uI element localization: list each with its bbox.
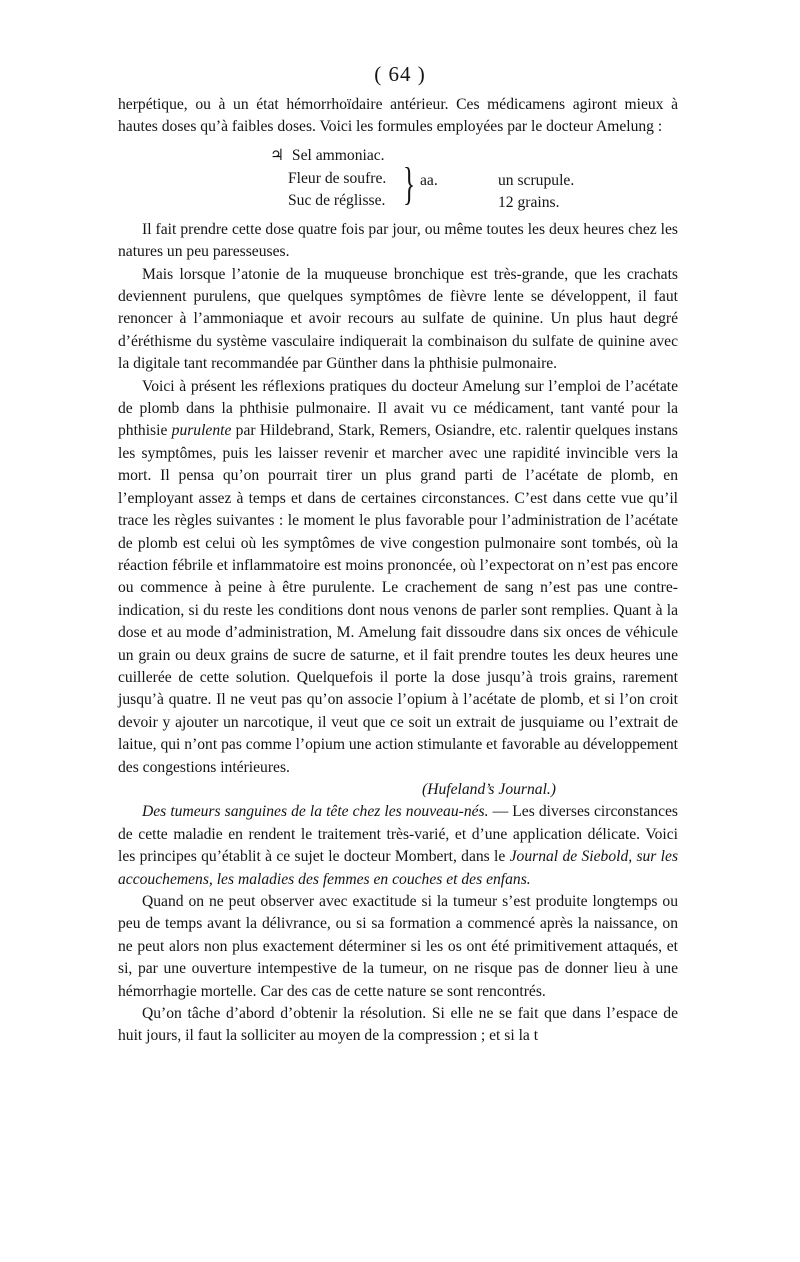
paragraph-resolution: Qu’on tâche d’abord d’obtenir la résolution. Si elle ne se fait que dans l’espace de huit jours, il faut la solliciter au moyen de la compression ; et si la t <box>118 1005 678 1045</box>
source-citation: (Hufeland’s Journal.) <box>422 780 556 798</box>
brace-symbol: } <box>403 157 416 209</box>
prescription-formula <box>118 141 678 213</box>
formula-quantity-2: 12 grains. <box>498 193 560 211</box>
paragraph-observation: Quand on ne peut observer avec exactitude si la tumeur s’est produite longtemps ou peu de temps avant la délivrance, ou si sa formation a commencé après la naissance, on ne peut alors non plus exactement déterminer si les os ont été primitivement attaqués, et si, par une ouverture intempestive de la tumeur, on ne risque pas de donner lieu à une hémorrhagie mortelle. Car des cas de cette nature se sont rencontrés. <box>118 893 678 1000</box>
recipe-symbol: ♃ <box>270 146 284 164</box>
paragraph-dosage: Il fait prendre cette dose quatre fois par jour, ou même toutes les deux heures chez les natures un peu paresseuses. <box>118 220 678 261</box>
formula-quantity-1: un scrupule. <box>498 171 575 189</box>
tumeurs-text: — Les diverses circonstances de cette maladie en rendent le traitement très-varié, et d’une application délicate. Voici les principes qu’établit à ce sujet le docteur Mombert, dans le <box>118 803 678 866</box>
paragraph-intro: herpétique, ou à un état hémorrhoïdaire antérieur. Ces médicamens agiront mieux à hautes doses qu’à faibles doses. Voici les formules employées par le docteur Amelung : <box>118 96 678 136</box>
formula-ingredient-3: Suc de réglisse. <box>288 191 386 209</box>
journal-title: Journal de Siebold, sur les accouchemens, les maladies des femmes en couches et des enfans. <box>118 848 679 888</box>
acetate-text-start: Voici à présent les réflexions pratiques du docteur Amelung sur l’emploi de l’acétate de plomb dans la phthisie pulmonaire. Il avait vu ce médicament, tant vanté pour la phthisie <box>118 377 678 440</box>
acetate-italic-term: purulente <box>171 422 232 440</box>
formula-aa: aa. <box>420 171 438 189</box>
paragraph-acetate <box>118 376 678 779</box>
page-body <box>118 94 678 1048</box>
formula-line-1 <box>270 145 385 167</box>
page-number: ( 64 ) <box>374 62 426 86</box>
acetate-text-end: par Hildebrand, Stark, Remers, Osiandre, etc. ralentir quelques instans les symptômes, puis les laisser revenir et marcher avec une rapidité invincible vers la mort. Il pensa qu’on pourrait tirer un plus grand parti de l’acétate de plomb, en l’employant assez à temps et dans de certaines circonstances. C’est dans cette vue qu’il trace les règles suivantes : le moment le plus favorable pour l’administration de l’acétate de plomb est celui où les symptômes de vive congestion pulmonaire sont tombés, où la réaction fébrile et inflammatoire est moins prononcée, où l’expectorat on n’est pas encore ou commence à peine à être purulente. Le crachement de sang n’est pas une contre-indication, si du reste les conditions dont nous venons de parler sont remplies. Quant à la dose et au mode d’administration, M. Amelung fait dissoudre dans six onces de véhicule un grain ou deux grains de sucre de saturne, et il fait prendre toutes les deux heures une cuillerée de cette solution. Quelquefois il porte la dose jusqu’à trois grains, rarement jusqu’à quatre. Il ne veut pas qu’on associe l’opium à l’acétate de plomb, et si l’on croit devoir y ajouter un narcotique, il veut que ce soit un extrait de jusquiame ou l’extrait de laitue, qui n’ont pas comme l’opium une action stimulante et favorable au développement des congestions intérieures. <box>118 422 678 776</box>
paragraph-tumeurs <box>118 801 678 891</box>
formula-ingredient-2: Fleur de soufre. <box>288 169 387 187</box>
section-title: Des tumeurs sanguines de la tête chez les nouveau-nés. <box>142 803 489 821</box>
paragraph-atonie: Mais lorsque l’atonie de la muqueuse bronchique est très-grande, que les crachats deviennent purulens, que quelques symptômes de fièvre lente se développent, il faut renoncer à l’ammoniaque et avoir recours au sulfate de quinine. Un plus haut degré d’éréthisme du système vasculaire indiquerait la combinaison du sulfate de quinine avec la digitale tant recommandée par Günther dans la phthisie pulmonaire. <box>118 265 678 373</box>
formula-ingredient-1: Sel ammoniac. <box>291 146 385 164</box>
